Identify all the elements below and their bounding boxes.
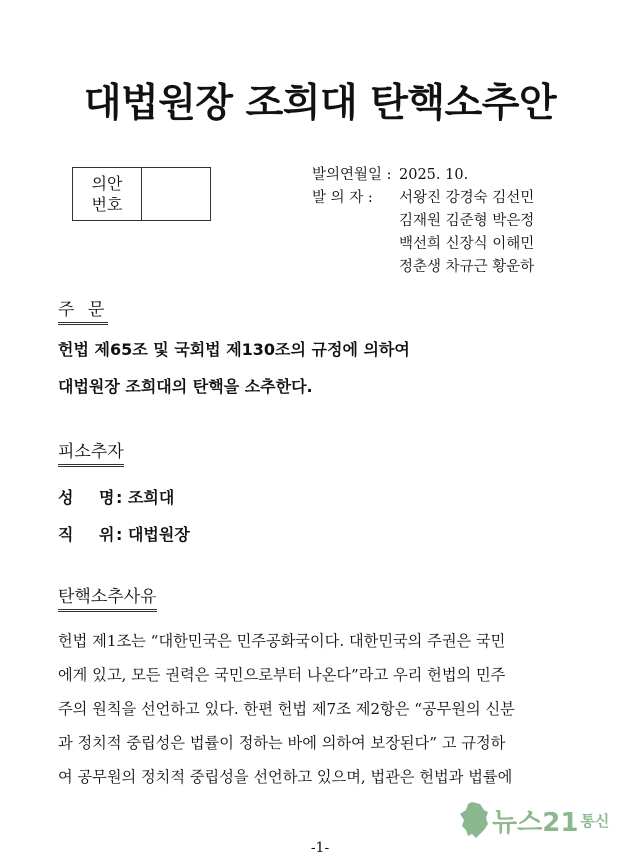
respondent-position-value: : 대법원장 (116, 525, 190, 544)
proposer-line: 정춘생 차규근 황운하 (399, 259, 535, 275)
proposer-label: 발 의 자 : (312, 190, 373, 206)
watermark-text: 뉴스21 (492, 807, 579, 838)
grounds-line: 에게 있고, 모든 권력은 국민으로부터 나온다”라고 우리 헌법의 민주 (58, 666, 506, 684)
proposal-date-label: 발의연월일 : (312, 167, 392, 183)
grounds-line: 주의 원칙을 선언하고 있다. 한편 헌법 제7조 제2항은 “공무원의 신분 (58, 700, 515, 718)
respondent-name-value: : 조희대 (116, 488, 175, 507)
order-line: 헌법 제65조 및 국회법 제130조의 규정에 의하여 (58, 340, 410, 359)
order-line: 대법원장 조희대의 탄핵을 소추한다. (58, 377, 313, 396)
news-watermark (458, 800, 609, 840)
respondent-position-label: 직 위 (58, 525, 125, 544)
page-number: -1- (310, 840, 330, 856)
respondent-name-row (58, 485, 174, 508)
proposer-line: 서왕진 강경숙 김선민 (399, 190, 535, 206)
respondent-position-row (58, 522, 190, 545)
grounds-line: 헌법 제1조는 “대한민국은 민주공화국이다. 대한민국의 주권은 국민 (58, 632, 506, 650)
proposer-line: 백선희 신장식 이해민 (399, 236, 535, 252)
proposer-line: 김재원 김준형 박은정 (399, 213, 535, 229)
document-title: 대법원장 조희대 탄핵소추안 (83, 81, 557, 126)
bill-number-label-line1: 의안 (91, 174, 123, 193)
bill-number-label (73, 168, 142, 220)
grounds-heading: 탄핵소추사유 (58, 582, 157, 612)
proposal-meta (312, 164, 534, 279)
grounds-body (58, 624, 586, 794)
proposal-date-value: 2025. 10. (399, 167, 469, 183)
watermark-subtext: 통신 (580, 811, 610, 830)
korea-map-icon (458, 800, 492, 840)
respondent-heading: 피소추자 (58, 437, 124, 467)
bill-number-box (72, 167, 211, 221)
grounds-line: 과 정치적 중립성은 법률이 정하는 바에 의하여 보장된다” 고 규정하 (58, 734, 506, 752)
order-heading: 주 문 (58, 295, 108, 325)
bill-number-label-line2: 번호 (91, 195, 123, 214)
respondent-name-label: 성 명 (58, 488, 125, 507)
grounds-line: 여 공무원의 정치적 중립성을 선언하고 있으며, 법관은 헌법과 법률에 (58, 768, 513, 786)
bill-number-value (142, 168, 210, 220)
